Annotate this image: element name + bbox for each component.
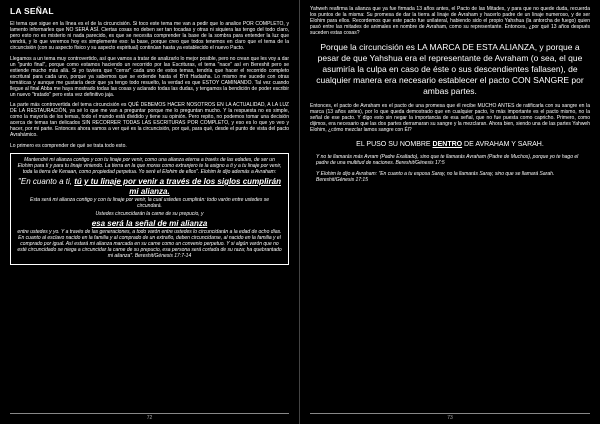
box-mid: Esta será mi alianza contigo y con tu linaje por venir, la cual ustedes cumplirán: todo varón entre ustedes se circundará. [29, 197, 270, 209]
right-paragraph-2: Entonces, el pacto de Avraham es el pacto de una promesa que él recibe MUCHO ANTES de ratificarla con su sangre en la marca (13 años antes), por lo que queda demostrado que en cualquier pacto, lo más importante es el pacto mismo, no la señal de ese pacto. Y digo esto sin negar la importancia de esa señal, que no fue puesta como capricho. Primero, como dijimos, era necesario que las dos partes derramaran su sangre y la mezclaran. Ahora bien, siendo una de las partes Yahweh Elohim, ¿cómo mezclar lamos sangre con Él? [310, 103, 590, 133]
quote-2: Y Elohim le dijo a Avraham: "En cuanto a tu esposa Saray, no la llamarás Saray, sino que se llamará Sarah. Bereshit/Génesis 17:15 [316, 171, 555, 183]
paragraph-1: El tema que sigue en la línea es el de la circuncisión. Si toco este tema me van a pedir que lo analice POR COMPLETO, y lamento informarles que NO SERÁ ASÍ. Ciertas cosas no deben ser tan tocadas y otras ni siquiera las tengo del todo claro, pero esto no es misterio ni nada parecido, es que se necesita comprender la base de la sombra para entender la luz que vendrá, y lo que veremos hoy es simplemente eso: la base, porque creo que todos tenemos en claro que el tema de la circuncisión (con su aspecto físico y su aspecto espiritual) continúan hasta ya establecido el nuevo Pacto. [10, 21, 289, 51]
page-number-right: 73 [310, 413, 590, 421]
section-heading-pre: EL PUSO SU NOMBRE [356, 141, 433, 148]
right-page [300, 0, 600, 424]
box-big-1: "En cuanto a ti, [18, 177, 72, 186]
quote-1: Y no te llamarás más Avram (Padre Exaltado), sino que te llamarás Avraham (Padre de Muchos), porque yo te hago el padre de una multitud de naciones. Bereshit/Génesis 17:5 [316, 154, 579, 166]
box-tail: entre ustedes y yo. Y a través de las generaciones, a todo varón entre ustedes lo circuncidarán a la edad de ocho días. En cuanto al esclavo nacido en la familia y al comprado de un extraño, deben circuncidarse, al nacido en la familia y el comprado por igual. Así estará mi alianza marcada en su carne como un convenio perpetuo. Y si algún varón que no esté circuncidado se niega a circuncidar la carne de su prepucio, esa persona será cortada de su raza; ha quebrantado mi alianza". Bereshit/Génesis 17:7-14 [17, 229, 282, 259]
section-heading-post: DE AVRAHAM Y SARAH. [462, 141, 544, 148]
box-sign [17, 219, 282, 229]
page-number-left: 72 [10, 413, 289, 421]
box-emphasis [17, 177, 282, 197]
paragraph-3: La parte más controvertida del tema circuncisión es QUÉ DEBEMOS HACER NOSOTROS EN LA ACTUALIDAD, A LA LUZ DE LA RESTAURACIÓN, ya sé lo que me van a preguntar porque me lo preguntan mucho. Y la respuesta no es simple, como la mayoría de los temas, todo el mundo está dividido y tiene su opinión. Pero repito, no podemos tomar una decisión acerca de temas tan delicados SIN RECORRER TODAS LAS ESCRITURAS POR COMPLETO, y eso es lo que yo veo y hacer, por mi parte. Entonces ahora vamos a ver qué es la circuncisión, por qué, para qué, desde el punto de vista del pacto Avrahámico. [10, 102, 289, 138]
paragraph-4: Lo primero es comprender de qué se trata todo esto. [10, 142, 127, 149]
box-intro: Mantendré mi alianza contigo y con tu linaje por venir, como una alianza eterna a través de las edades, de ser un Elohim para ti y para tu linaje viniendo. La tierra en la que moras como extranjero te la asigno a ti y a tu linaje por venir, toda la tierra de Kenaan, como propiedad perpetua. Yo seré el Elohim de ellos". Elohim le dijo además a Avraham: [17, 157, 282, 175]
section-heading-underlined: DENTRO [432, 141, 463, 148]
box-mid-2: Ustedes circuncidarán la carne de su prepucio, y [95, 211, 204, 217]
box-big-bold: tú y tu linaje por venir a través de los siglos cumplirán mi alianza. [74, 177, 281, 196]
box-sign-text: esa será la señal de mi alianza [91, 219, 208, 228]
highlight-statement: Porque la circuncisión es LA MARCA DE ESTA ALIANZA, y porque a pesar de que Yahshua era el representante de Avraham (o sea, el que asumiría la culpa en caso de éste o sus descendientes fallasen), de cualquier manera era necesario establecer el pacto CON SANGRE por ambas partes. [316, 42, 584, 96]
paragraph-2: Llegamos a un tema muy controvertido, así que vamos a tratar de analizarlo lo mejor posible, pero no crean que les voy a dar un "punto final", porque como estamos haciendo un recorrido por las Escrituras, el tema "nace" así en Bereshit pero se extiende mucho más allá. Si yo tuviera que "cerrar" cada uno de estos temas, tendría que hacer el recorrido completo escritural para cada uno, porque ya sabemos que se extiende hasta el B'rit Hadasha. Lo mismo me sucede con otras temáticas y aunque me gustaría decir que ya tengo todo resuelto, la verdad es que ESTOY CAMINANDO. Tal vez cuando llegue al final Abba me haya mostrado todas las cosas y aclarado todas las dudas, y tengamos la bendición de poder escribir un nuevo "tratado" pero esta vez definitivo jaja. [10, 55, 289, 98]
right-intro: Yahweh reafirma la alianza que ya fue firmada 13 años antes, el Pacto de las Mitades, y para que no quede duda, recuerda los puntos de la misma: Su promesa de dar la tierra al linaje de Avraham y hacerlo padre de un linaje numeroso, y de ser Elohim para ellos. Recordemos que este pacto fue unilateral, habiendo sido el propio Yahshua (la antorcha de fuego) quien pasó entre las mitades de animales en nombre de Avraham, como su representante. Entonces, ¿por qué 13 años después suceden estas cosas? [310, 6, 590, 36]
scripture-box [10, 153, 289, 265]
section-heading [310, 141, 590, 148]
page-title: LA SEÑAL [10, 6, 54, 16]
